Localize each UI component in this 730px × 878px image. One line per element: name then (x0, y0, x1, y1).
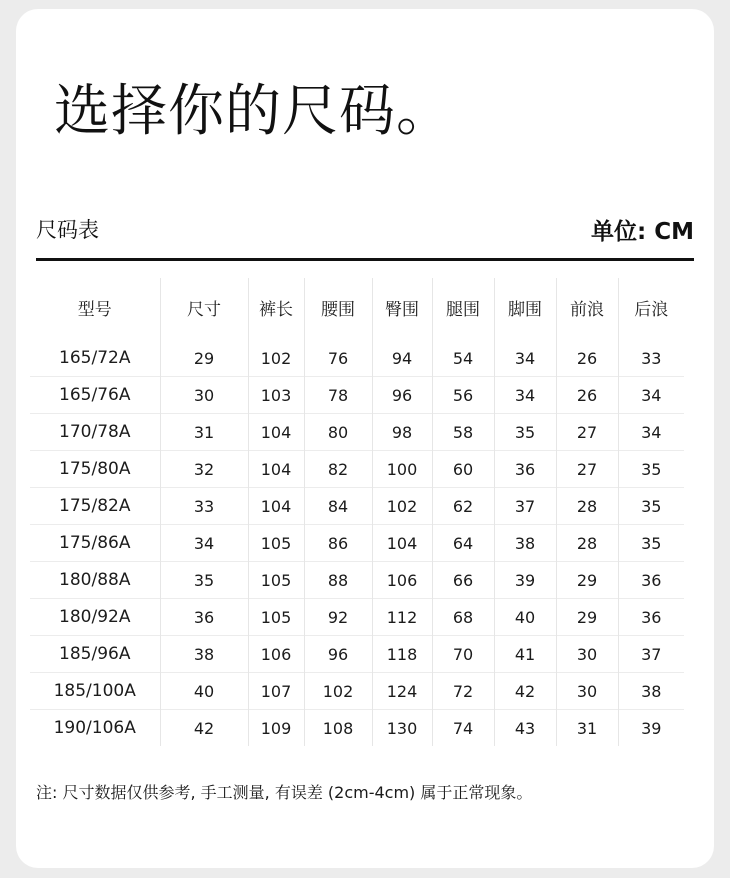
value-cell: 33 (160, 488, 248, 525)
value-cell: 106 (372, 562, 432, 599)
value-cell: 58 (432, 414, 494, 451)
value-cell: 105 (248, 562, 304, 599)
model-cell: 170/78A (30, 414, 160, 451)
column-header: 尺寸 (160, 278, 248, 340)
value-cell: 38 (618, 673, 684, 710)
table-row (30, 488, 684, 525)
value-cell: 112 (372, 599, 432, 636)
value-cell: 29 (556, 599, 618, 636)
value-cell: 104 (248, 451, 304, 488)
value-cell: 66 (432, 562, 494, 599)
value-cell: 64 (432, 525, 494, 562)
table-row (30, 673, 684, 710)
size-table (30, 278, 684, 746)
value-cell: 108 (304, 710, 372, 747)
value-cell: 102 (248, 340, 304, 377)
value-cell: 86 (304, 525, 372, 562)
value-cell: 74 (432, 710, 494, 747)
value-cell: 42 (160, 710, 248, 747)
value-cell: 104 (372, 525, 432, 562)
value-cell: 35 (618, 525, 684, 562)
value-cell: 98 (372, 414, 432, 451)
column-header: 腿围 (432, 278, 494, 340)
value-cell: 31 (556, 710, 618, 747)
value-cell: 88 (304, 562, 372, 599)
table-row (30, 636, 684, 673)
model-cell: 175/86A (30, 525, 160, 562)
value-cell: 38 (494, 525, 556, 562)
column-header: 臀围 (372, 278, 432, 340)
value-cell: 33 (641, 348, 662, 368)
column-header: 后浪 (634, 299, 669, 320)
value-cell: 70 (432, 636, 494, 673)
value-cell: 34 (160, 525, 248, 562)
value-cell: 30 (160, 377, 248, 414)
value-cell: 104 (248, 414, 304, 451)
value-cell: 34 (494, 340, 556, 377)
value-cell: 39 (618, 710, 684, 747)
value-cell: 35 (160, 562, 248, 599)
table-row (30, 525, 684, 562)
value-cell: 28 (556, 488, 618, 525)
header-row (30, 278, 684, 340)
value-cell: 62 (432, 488, 494, 525)
value-cell: 34 (618, 414, 684, 451)
table-row (30, 562, 684, 599)
value-cell: 72 (432, 673, 494, 710)
value-cell: 40 (494, 599, 556, 636)
value-cell: 100 (372, 451, 432, 488)
value-cell: 32 (160, 451, 248, 488)
column-header: 裤长 (248, 278, 304, 340)
column-header: 前浪 (556, 278, 618, 340)
model-cell: 180/88A (30, 562, 160, 599)
value-cell: 130 (372, 710, 432, 747)
value-cell: 37 (494, 488, 556, 525)
value-cell: 106 (248, 636, 304, 673)
value-cell: 35 (494, 414, 556, 451)
column-header: 型号 (30, 278, 160, 340)
value-cell: 118 (372, 636, 432, 673)
unit-label: 单位: CM (591, 219, 694, 245)
model-cell: 185/96A (30, 636, 160, 673)
value-cell: 109 (248, 710, 304, 747)
model-cell: 165/72A (30, 340, 160, 377)
value-cell: 37 (618, 636, 684, 673)
model-cell: 185/100A (30, 673, 160, 710)
value-cell: 78 (304, 377, 372, 414)
value-cell: 30 (556, 673, 618, 710)
value-cell: 29 (160, 340, 248, 377)
value-cell: 104 (248, 488, 304, 525)
value-cell: 35 (618, 488, 684, 525)
column-header: 脚围 (494, 278, 556, 340)
value-cell: 60 (432, 451, 494, 488)
value-cell: 105 (248, 599, 304, 636)
value-cell: 26 (556, 377, 618, 414)
value-cell: 82 (304, 451, 372, 488)
value-cell: 96 (304, 636, 372, 673)
value-cell: 80 (304, 414, 372, 451)
value-cell: 36 (618, 599, 684, 636)
value-cell: 40 (160, 673, 248, 710)
value-cell: 34 (618, 377, 684, 414)
value-cell: 84 (304, 488, 372, 525)
table-row (30, 414, 684, 451)
value-cell: 35 (618, 451, 684, 488)
value-cell: 36 (494, 451, 556, 488)
value-cell: 76 (304, 340, 372, 377)
table-row (30, 377, 684, 414)
model-cell: 190/106A (30, 710, 160, 747)
table-row (30, 710, 684, 747)
value-cell: 38 (160, 636, 248, 673)
value-cell: 36 (618, 562, 684, 599)
value-cell: 102 (372, 488, 432, 525)
value-cell: 96 (372, 377, 432, 414)
value-cell: 124 (372, 673, 432, 710)
value-cell: 41 (494, 636, 556, 673)
value-cell: 68 (432, 599, 494, 636)
model-cell: 165/76A (30, 377, 160, 414)
column-header: 腰围 (304, 278, 372, 340)
table-header-bar (36, 210, 694, 261)
table-row (30, 599, 684, 636)
model-cell: 180/92A (30, 599, 160, 636)
table-name: 尺码表 (36, 218, 99, 242)
value-cell: 26 (556, 340, 618, 377)
value-cell: 28 (556, 525, 618, 562)
page-title: 选择你的尺码。 (54, 79, 453, 144)
value-cell: 36 (160, 599, 248, 636)
value-cell: 34 (494, 377, 556, 414)
value-cell: 92 (304, 599, 372, 636)
value-cell: 27 (556, 414, 618, 451)
value-cell: 103 (248, 377, 304, 414)
value-cell: 102 (304, 673, 372, 710)
value-cell: 94 (372, 340, 432, 377)
value-cell: 27 (556, 451, 618, 488)
value-cell: 42 (494, 673, 556, 710)
model-cell: 175/82A (30, 488, 160, 525)
table-row (30, 451, 684, 488)
value-cell: 31 (160, 414, 248, 451)
value-cell: 43 (494, 710, 556, 747)
value-cell: 29 (556, 562, 618, 599)
table-row (30, 340, 684, 377)
value-cell: 107 (248, 673, 304, 710)
value-cell: 56 (432, 377, 494, 414)
value-cell: 105 (248, 525, 304, 562)
value-cell: 30 (556, 636, 618, 673)
footnote: 注: 尺寸数据仅供参考, 手工测量, 有误差 (2cm-4cm) 属于正常现象。 (36, 783, 533, 802)
value-cell: 54 (432, 340, 494, 377)
model-cell: 175/80A (30, 451, 160, 488)
value-cell: 39 (494, 562, 556, 599)
